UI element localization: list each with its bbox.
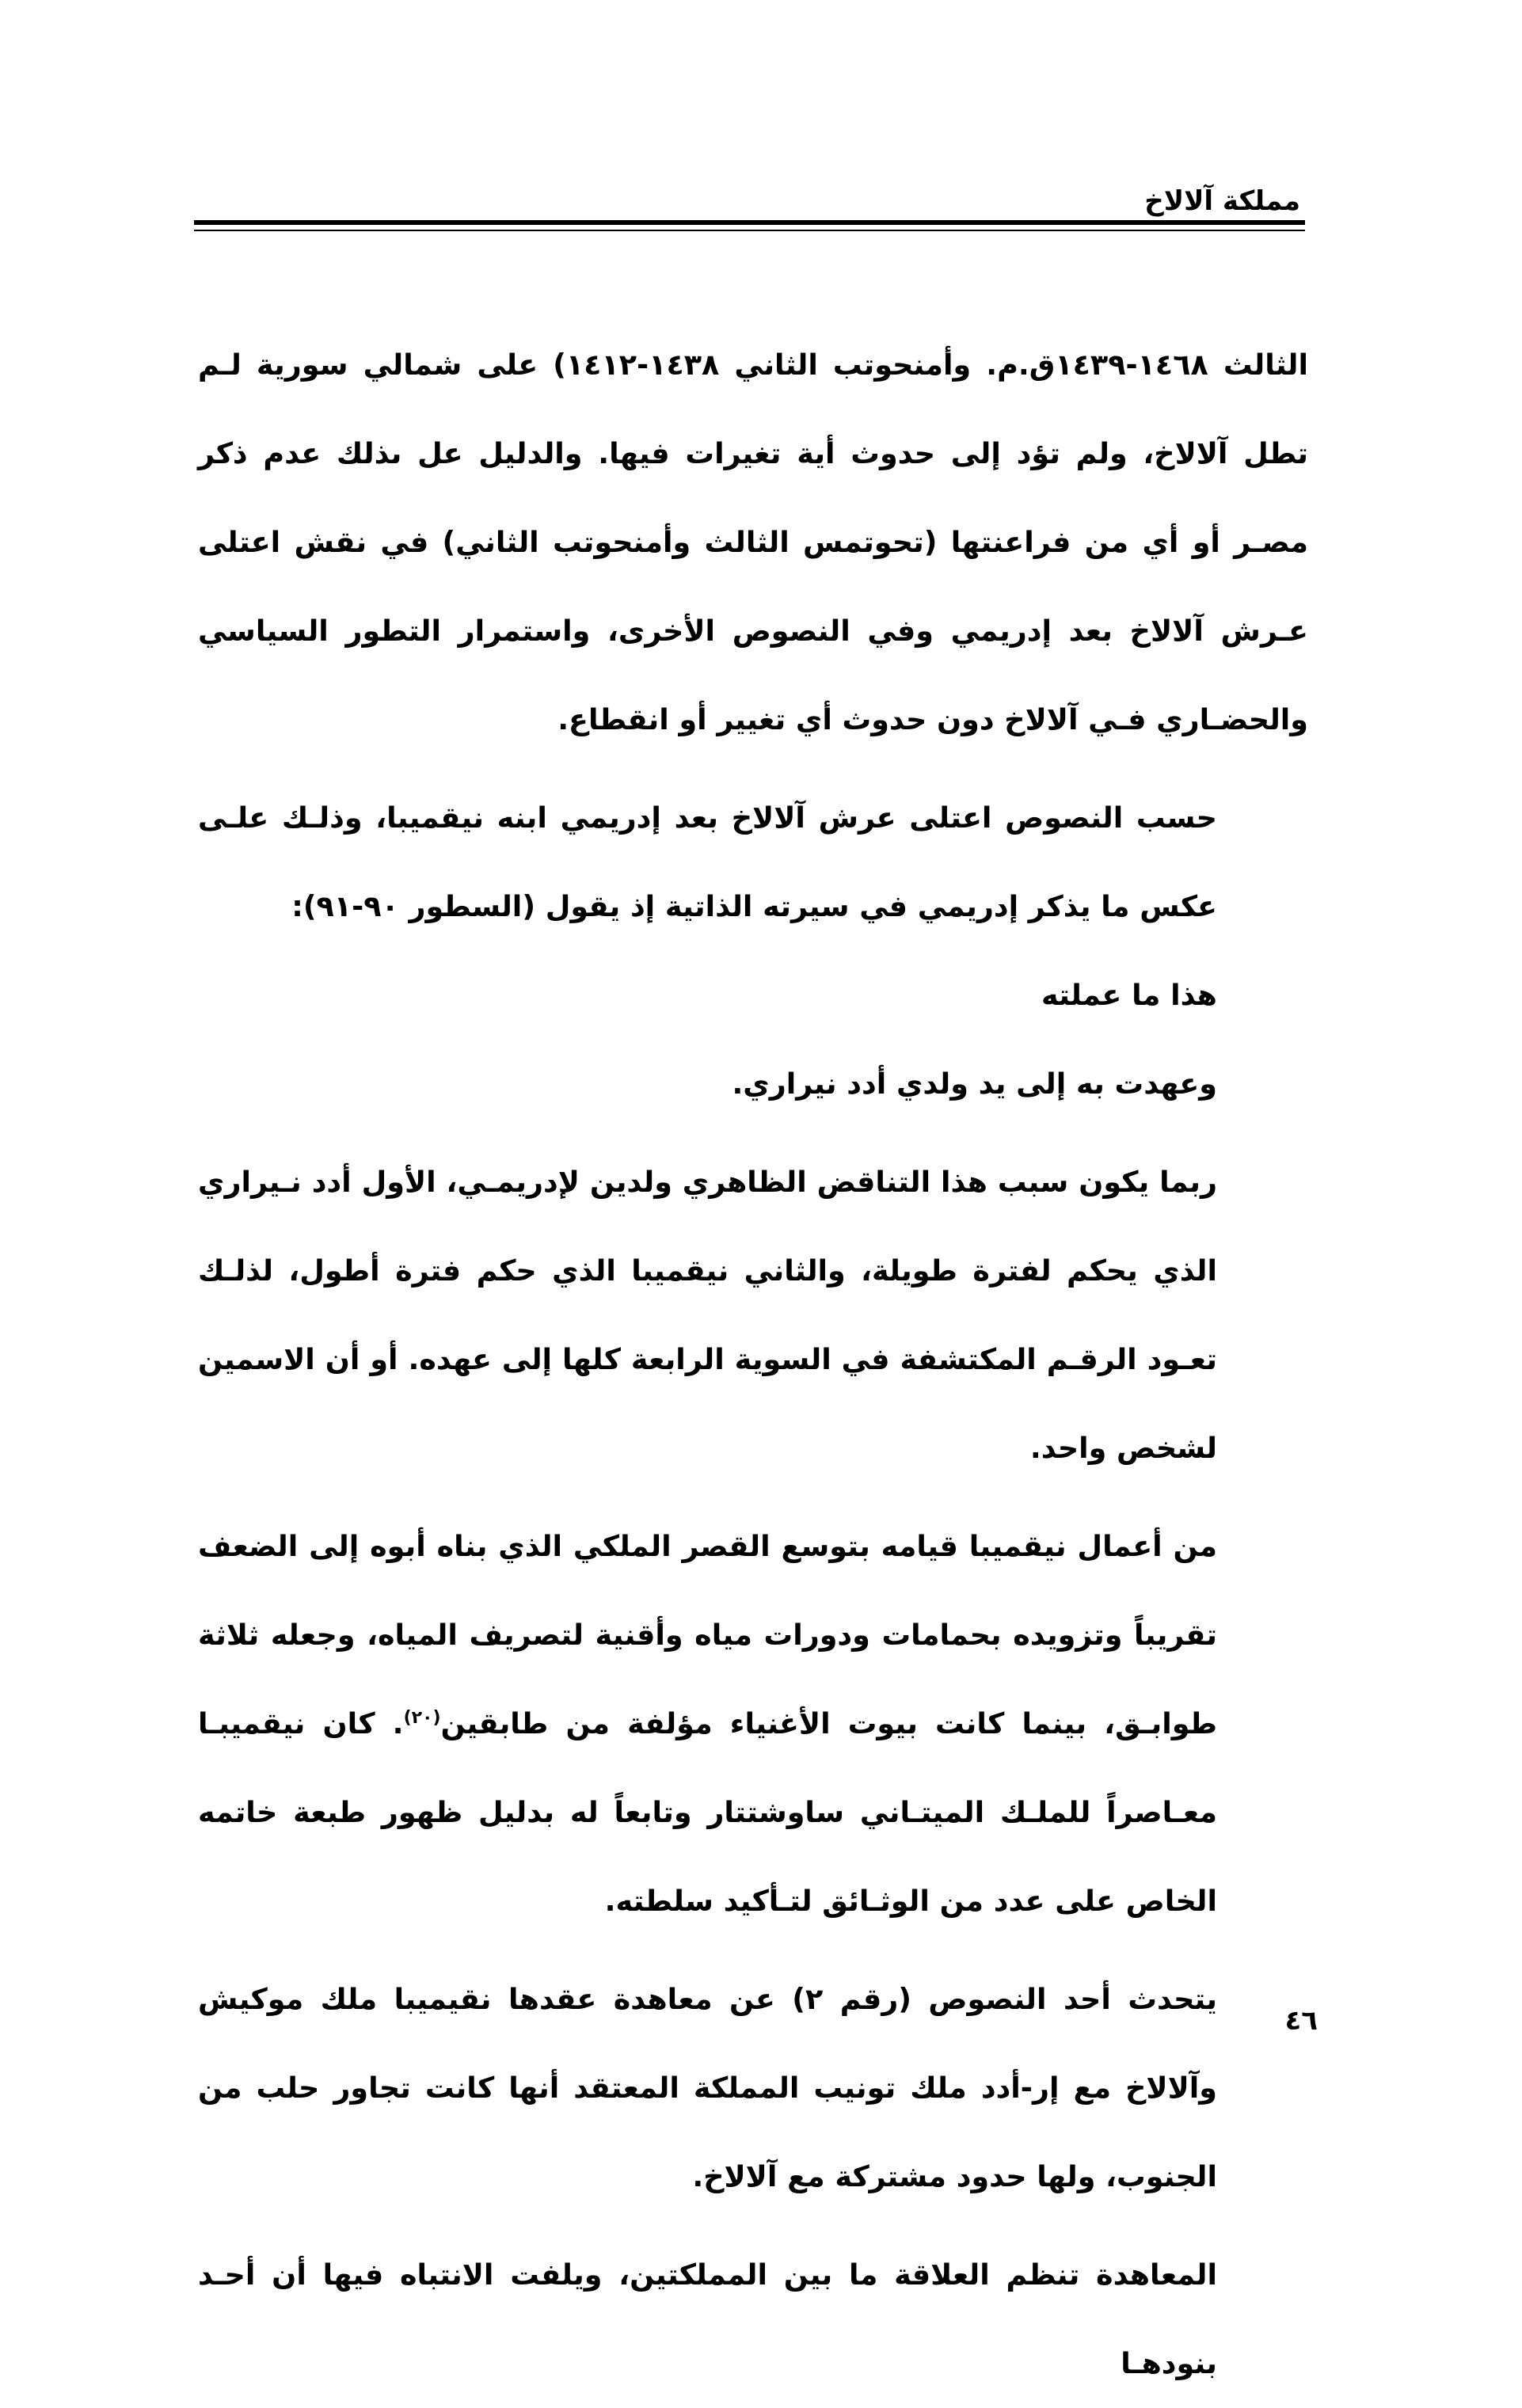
paragraph-2: حسب النصوص اعتلى عرش آلالاخ بعد إدريمي ابنه نيقميبا، وذلـك علـى عكس ما يذكر إدريمي في سيرته الذاتية إذ يقول (السطور ٩٠-٩١): <box>198 801 1217 923</box>
header-rule-thin <box>194 230 1305 231</box>
footnote-marker: (٢٠) <box>403 1707 441 1728</box>
paragraph-3: ربما يكون سبب هذا التناقض الظاهري ولدين لإدريمـي، الأول أدد نـيراري الذي يحكم لفترة طويلة، والثاني نيقميبا الذي حكم فترة أطول، لذلـك تعـود الرقـم المكتشفة في السوية الرابعة كلها إلى عهده. أو أن الاسمين لشخص واحد. <box>198 1165 1217 1465</box>
running-header-title: مملكة آلالاخ <box>1144 185 1300 217</box>
paragraph-4-text-b: . كان نيقميبـا معـاصراً للملـك الميتـاني ساوشتتار وتابعاً له بدليل ظهور طبعة خاتمه الخاص على عدد من الوثـائق لتـأكيد سلطته. <box>198 1706 1217 1918</box>
paragraph-5: يتحدث أحد النصوص (رقم ٢) عن معاهدة عقدها نقيميبا ملك موكيش وآلالاخ مع إر-أدد ملك تونيب المملكة المعتقد أنها كانت تجاور حلب من الجنوب، ولها حدود مشتركة مع آلالاخ. <box>198 1982 1218 2193</box>
page-body <box>198 321 1308 2408</box>
quote-line-1: هذا ما عملته <box>1041 978 1217 1012</box>
paragraph-4 <box>198 1502 1308 1946</box>
paragraph-1: الثالث ١٤٦٨-١٤٣٩ق.م. وأمنحوتب الثاني ١٤٣٨-١٤١٢) على شمالي سورية لـم تطل آلالاخ، ولم تؤد إلى حدوث أية تغيرات فيها. والدليل عل ىذلك عدم ذكر مصـر أو أي من فراعنتها (تحوتمس الثالث وأمنحوتب الثاني) في نقش اعتلى عـرش آلالاخ بعد إدريمي وفي النصوص الأخرى، واستمرار التطور السياسي والحضـاري فـي آلالاخ دون حدوث أي تغيير أو انقطاع. <box>198 348 1309 736</box>
paragraph-4-text-a: من أعمال نيقميبا قيامه بتوسع القصر الملكي الذي بناه أبوه إلى الضعف تقريباً وتزويده بحمامات ودورات مياه وأقنية لتصريف المياه، وجعله ثلاثة طوابـق، بينما كانت بيوت الأغنياء مؤلفة من طابقين <box>198 1529 1217 1740</box>
page-number: ٤٦ <box>1284 2005 1318 2037</box>
header-rule-thick <box>194 220 1305 225</box>
quote-line-2: وعهدت به إلى يد ولدي أدد نيراري. <box>732 1067 1217 1101</box>
paragraph-6: المعاهدة تنظم العلاقة ما بين المملكتين، ويلفت الانتباه فيها أن أحـد بنودهـا <box>198 2258 1217 2380</box>
